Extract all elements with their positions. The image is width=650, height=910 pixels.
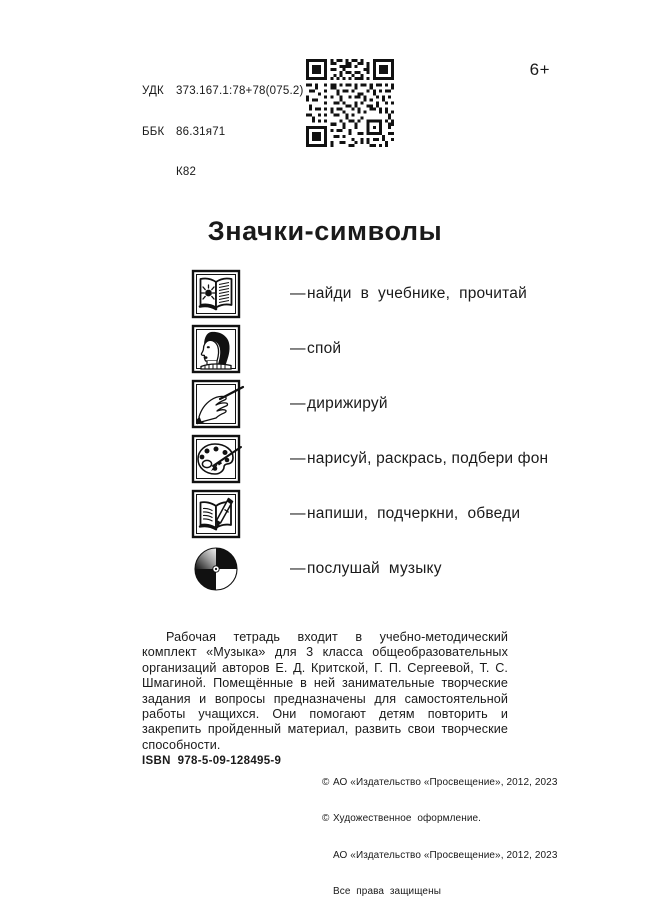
list-item <box>193 486 613 541</box>
bibliographic-codes <box>142 58 304 193</box>
bbk-value: 86.31я71 <box>176 125 226 138</box>
copyright-symbol-icon: © <box>322 813 330 825</box>
copyright-symbol-spacer <box>322 886 333 898</box>
symbols-legend-list <box>193 266 613 596</box>
age-rating-label: 6+ <box>529 60 550 79</box>
shelf-mark-spacer <box>142 166 176 180</box>
list-item <box>193 431 613 486</box>
list-item <box>193 376 613 431</box>
udk-value: 373.167.1:78+78(075.2) <box>176 85 304 97</box>
copyright-text: АО «Издательство «Просвещение», 2012, 2023 <box>333 849 558 861</box>
copyright-text: АО «Издательство «Просвещение», 2012, 2023 <box>333 777 558 789</box>
dash-separator: — <box>290 504 306 522</box>
copyright-symbol-spacer <box>322 850 333 862</box>
copyright-line <box>322 850 558 862</box>
legend-label-text: напиши, подчеркни, обведи <box>307 504 521 522</box>
legend-label-text: найди в учебнике, прочитай <box>307 284 527 302</box>
dash-separator: — <box>290 449 306 467</box>
list-item <box>193 321 613 376</box>
bbk-label: ББК <box>142 125 165 138</box>
copyright-symbol-icon: © <box>322 777 330 789</box>
singing-girl-profile-icon <box>193 326 239 372</box>
isbn-label: ISBN 978-5-09-128495-9 <box>142 755 282 767</box>
list-item <box>193 266 613 321</box>
notebook-with-pencil-icon <box>193 491 239 537</box>
dash-separator: — <box>290 559 306 577</box>
copyright-line <box>322 777 558 789</box>
qr-code-icon <box>306 59 394 147</box>
copyright-text: Художественное оформление. <box>333 813 482 825</box>
legend-label-text: спой <box>307 339 342 357</box>
dash-separator: — <box>290 339 306 357</box>
shelf-mark-value: К82 <box>176 166 197 178</box>
list-item-label <box>263 267 527 321</box>
description-paragraph: Рабочая тетрадь входит в учебно-методический комплект «Музыка» для 3 класса общеобразовательных организаций авторов Е. Д. Критской, Г. П. Сергеевой, Т. С. Шмагиной. Помещённые в ней занимательные творческие задания и вопросы предназначены для самостоятельной работы учащихся. Они помогают детям повторить и закрепить пройденный материал, развить свои творческие способности. <box>142 630 508 752</box>
paint-palette-with-brush-icon <box>193 436 239 482</box>
dash-separator: — <box>290 394 306 412</box>
list-item-label <box>263 377 388 431</box>
conducting-hand-with-baton-icon <box>193 381 239 427</box>
udk-row <box>142 85 304 99</box>
open-book-with-rays-icon <box>193 271 239 317</box>
page-title: Значки-символы <box>207 216 443 246</box>
copyright-block <box>322 753 558 910</box>
legend-label-text: послушай музыку <box>307 559 442 577</box>
list-item-label <box>263 542 442 596</box>
list-item <box>193 541 613 596</box>
copyright-line <box>322 813 558 825</box>
udk-label: УДК <box>142 85 164 97</box>
list-item-label <box>263 432 548 486</box>
compact-disc-icon <box>193 546 239 592</box>
shelf-mark-row <box>142 166 304 180</box>
dash-separator: — <box>290 284 306 302</box>
bbk-row <box>142 126 304 140</box>
legend-label-text: нарисуй, раскрась, подбери фон <box>307 449 549 467</box>
legend-label-text: дирижируй <box>307 394 388 412</box>
copyright-line <box>322 886 558 898</box>
rights-reserved-text: Все права защищены <box>333 886 441 898</box>
list-item-label <box>263 322 341 376</box>
list-item-label <box>263 487 520 541</box>
